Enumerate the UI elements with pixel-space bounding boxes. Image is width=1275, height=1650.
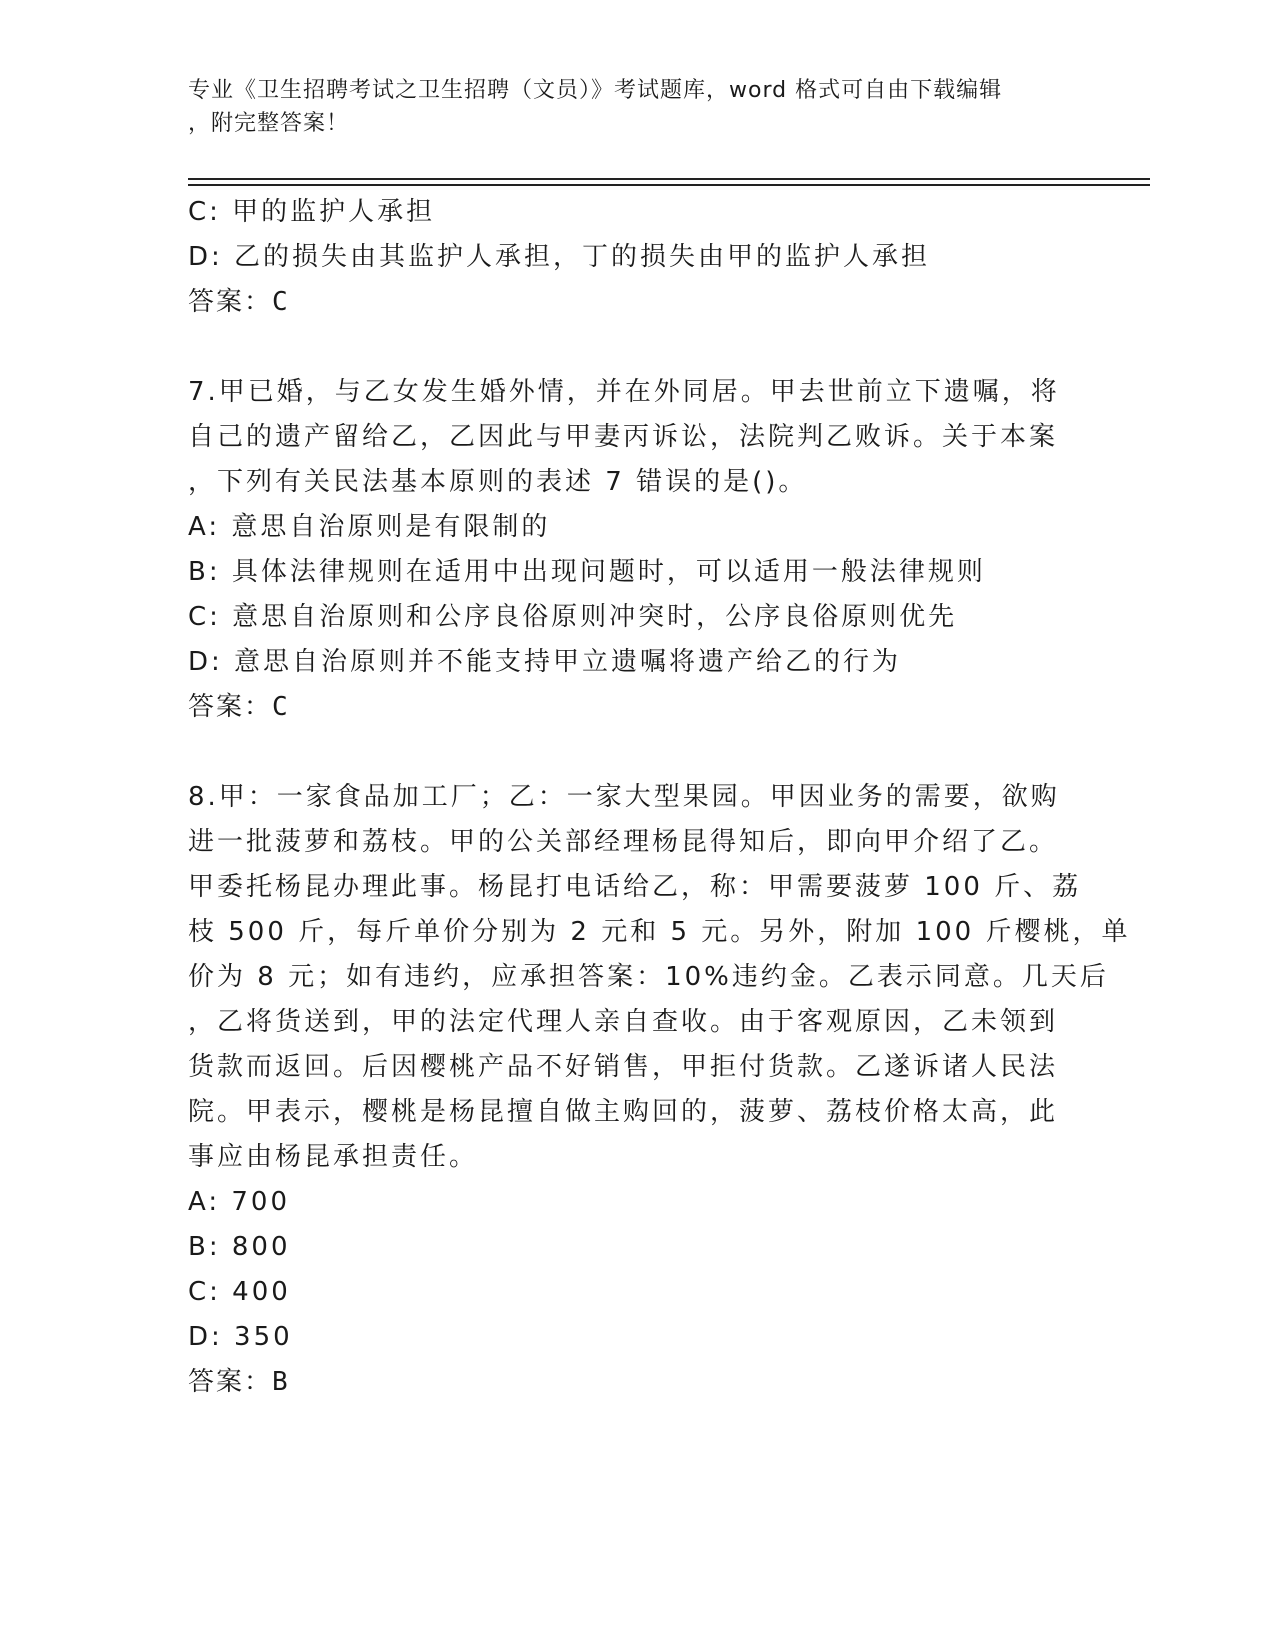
- spacer: [188, 730, 1088, 775]
- answer-line: [188, 1360, 1088, 1405]
- document-page: [188, 0, 1148, 1650]
- question-stem-line: 自己的遗产留给乙，乙因此与甲妻丙诉讼，法院判乙败诉。关于本案: [188, 422, 1059, 452]
- option-d: D: 350: [188, 1322, 293, 1352]
- question-stem-line: 事应由杨昆承担责任。: [188, 1142, 479, 1172]
- option-c: C: 400: [188, 1277, 291, 1307]
- question-stem-line: 货款而返回。后因樱桃产品不好销售，甲拒付货款。乙遂诉诸人民法: [188, 1052, 1059, 1082]
- option-d: D: 乙的损失由其监护人承担，丁的损失由甲的监护人承担: [188, 242, 931, 272]
- question-stem-line: 甲委托杨昆办理此事。杨昆打电话给乙，称：甲需要菠萝 100 斤、荔: [188, 872, 1082, 902]
- header-line-1: 专业《卫生招聘考试之卫生招聘（文员）》考试题库，word 格式可自由下载编辑: [188, 78, 1003, 103]
- option-a: A: 意思自治原则是有限制的: [188, 512, 551, 542]
- answer-value: B: [272, 1367, 288, 1397]
- answer-value: C: [272, 692, 288, 722]
- document-header: [188, 74, 1088, 140]
- question-8: [188, 775, 1131, 1405]
- answer-line: [188, 280, 1088, 325]
- question-stem-line: 院。甲表示，樱桃是杨昆擅自做主购回的，菠萝、荔枝价格太高，此: [188, 1097, 1059, 1127]
- header-line-2: ，附完整答案！: [188, 111, 350, 136]
- question-stem-line: 枝 500 斤，每斤单价分别为 2 元和 5 元。另外，附加 100 斤樱桃，单: [188, 917, 1131, 947]
- question-7: [188, 370, 1088, 730]
- header-divider-bottom: [188, 184, 1150, 186]
- option-c: C: 甲的监护人承担: [188, 197, 436, 227]
- question-content: [188, 190, 1131, 1405]
- answer-line: [188, 685, 1088, 730]
- option-d: D: 意思自治原则并不能支持甲立遗嘱将遗产给乙的行为: [188, 647, 902, 677]
- question-stem-line: ，乙将货送到，甲的法定代理人亲自查收。由于客观原因，乙未领到: [188, 1007, 1059, 1037]
- answer-label: 答案：: [188, 1367, 273, 1397]
- option-b: B: 800: [188, 1232, 291, 1262]
- question-stem-line: 进一批菠萝和荔枝。甲的公关部经理杨昆得知后，即向甲介绍了乙。: [188, 827, 1059, 857]
- answer-value: C: [272, 287, 288, 317]
- option-c: C: 意思自治原则和公序良俗原则冲突时，公序良俗原则优先: [188, 602, 958, 632]
- answer-label: 答案：: [188, 287, 273, 317]
- question-6-tail: [188, 190, 1088, 325]
- header-divider-top: [188, 178, 1150, 180]
- answer-label: 答案：: [188, 692, 273, 722]
- option-b: B: 具体法律规则在适用中出现问题时，可以适用一般法律规则: [188, 557, 986, 587]
- question-stem-line: 8.甲：一家食品加工厂；乙：一家大型果园。甲因业务的需要，欲购: [188, 782, 1060, 812]
- question-stem-line: 7.甲已婚，与乙女发生婚外情，并在外同居。甲去世前立下遗嘱，将: [188, 377, 1060, 407]
- spacer: [188, 325, 1088, 370]
- option-a: A: 700: [188, 1187, 290, 1217]
- question-stem-line: 价为 8 元；如有违约，应承担答案：10%违约金。乙表示同意。几天后: [188, 962, 1109, 992]
- question-stem-line: ，下列有关民法基本原则的表述 7 错误的是()。: [188, 467, 808, 497]
